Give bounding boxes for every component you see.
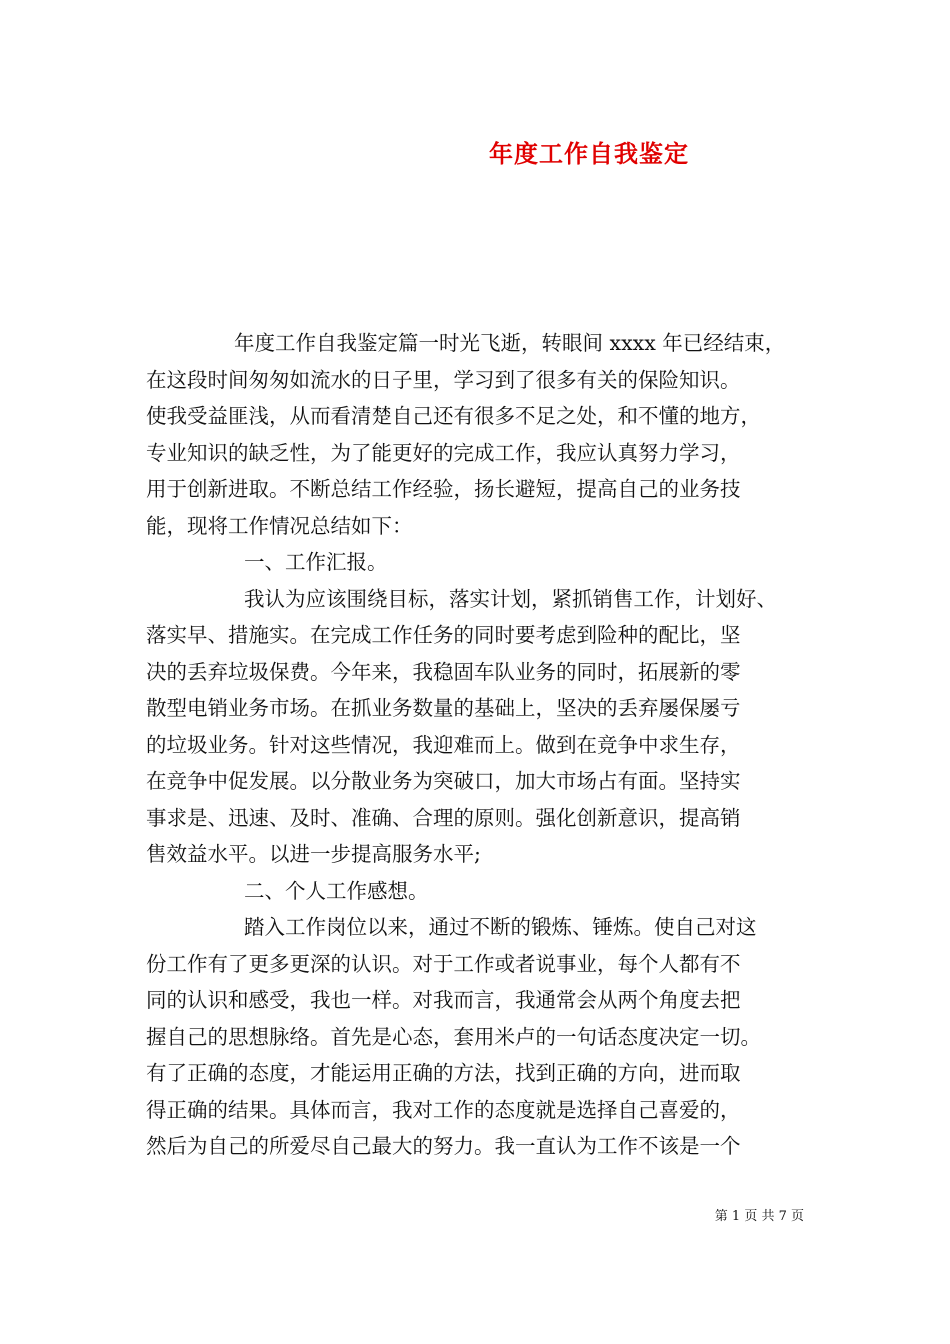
paragraph-line: 握自己的思想脉络。首先是心态，套用米卢的一句话态度决定一切。 [146,1024,761,1049]
page-footer: 第 1 页 共 7 页 [714,1209,804,1224]
paragraph-line: 散型电销业务市场。在抓业务数量的基础上，坚决的丢弃屡保屡亏 [146,696,741,720]
paragraph-line: 决的丢弃垃圾保费。今年来，我稳固车队业务的同时，拓展新的零 [146,659,741,684]
paragraph-line: 专业知识的缺乏性，为了能更好的完成工作，我应认真努力学习， [146,440,741,465]
paragraph-line: 落实早、措施实。在完成工作任务的同时要考虑到险种的配比，坚 [146,623,741,647]
paragraph-line: 事求是、迅速、及时、准确、合理的原则。强化创新意识，提高销 [146,805,741,830]
page-title: 年度工作自我鉴定 [489,139,689,168]
paragraph-line: 份工作有了更多更深的认识。对于工作或者说事业，每个人都有不 [146,951,741,976]
paragraph-line: 售效益水平。以进一步提高服务水平; [146,842,481,866]
paragraph-line: 年度工作自我鉴定篇一时光飞逝，转眼间 xxxx 年已经结束， [234,331,786,355]
paragraph-line: 使我受益匪浅，从而看清楚自己还有很多不足之处，和不懂的地方， [146,404,761,428]
paragraph-line: 在这段时间匆匆如流水的日子里，学习到了很多有关的保险知识。 [146,367,741,392]
paragraph-line: 踏入工作岗位以来，通过不断的锻炼、锤炼。使自己对这 [244,915,757,939]
section-heading: 一、工作汇报。 [244,550,388,574]
paragraph-line: 能，现将工作情况总结如下： [146,513,413,538]
paragraph-line: 在竞争中促发展。以分散业务为突破口，加大市场占有面。坚持实 [146,769,741,793]
paragraph-line: 的垃圾业务。针对这些情况，我迎难而上。做到在竞争中求生存， [146,732,741,757]
paragraph-line: 用于创新进取。不断总结工作经验，扬长避短，提高自己的业务技 [146,477,741,501]
section-heading: 二、个人工作感想。 [244,878,429,903]
document-body [146,325,836,1165]
paragraph-line: 有了正确的态度，才能运用正确的方法，找到正确的方向，进而取 [146,1061,741,1085]
paragraph-line: 我认为应该围绕目标，落实计划，紧抓销售工作，计划好、 [244,586,777,611]
paragraph-line: 同的认识和感受，我也一样。对我而言，我通常会从两个角度去把 [146,988,741,1012]
paragraph-line: 然后为自己的所爱尽自己最大的努力。我一直认为工作不该是一个 [146,1134,741,1158]
paragraph-line: 得正确的结果。具体而言，我对工作的态度就是选择自己喜爱的， [146,1097,741,1122]
